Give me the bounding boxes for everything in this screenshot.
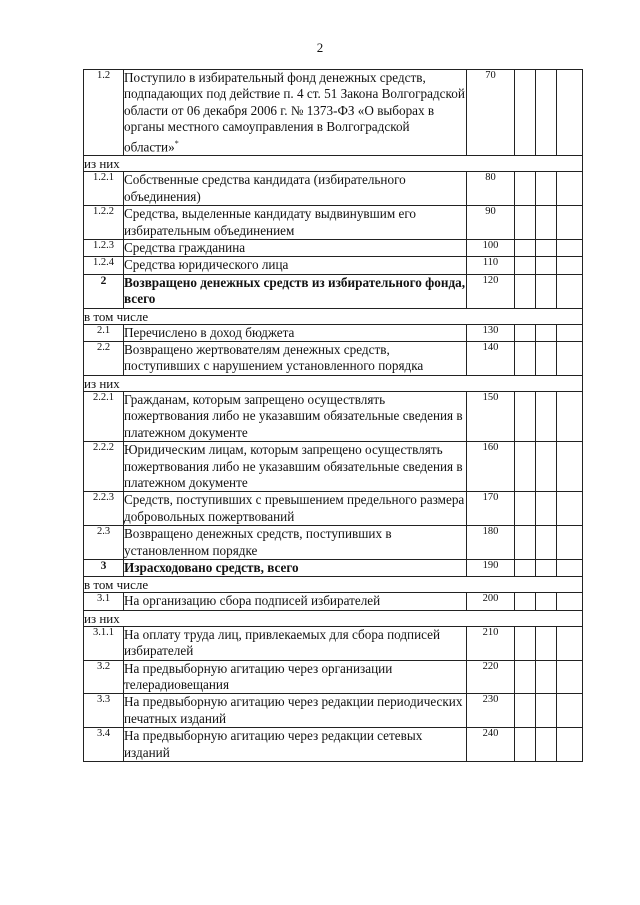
report-table — [83, 69, 583, 762]
table-row — [84, 694, 583, 728]
empty-value-cell — [515, 342, 536, 376]
line-description — [124, 442, 467, 492]
line-description — [124, 626, 467, 660]
empty-value-cell — [557, 492, 583, 526]
line-description-text: Возвращено жертвователям денежных средств, поступивших с нарушением установленного порядка — [124, 342, 424, 374]
subheading-row — [84, 156, 583, 172]
empty-value-cell — [515, 172, 536, 206]
line-description — [124, 172, 467, 206]
table-row — [84, 274, 583, 308]
empty-value-cell — [536, 728, 557, 762]
line-description-text: Средства юридического лица — [124, 257, 289, 273]
empty-value-cell — [515, 660, 536, 694]
line-number: 2.1 — [84, 324, 124, 341]
line-code: 230 — [467, 694, 515, 728]
empty-value-cell — [536, 593, 557, 610]
line-description-text: Средств, поступивших с превышением предельного размера добровольных пожертвований — [124, 492, 465, 524]
line-code: 90 — [467, 206, 515, 240]
empty-value-cell — [557, 593, 583, 610]
empty-value-cell — [536, 626, 557, 660]
empty-value-cell — [515, 391, 536, 441]
line-code: 220 — [467, 660, 515, 694]
empty-value-cell — [536, 206, 557, 240]
line-number: 1.2.3 — [84, 240, 124, 257]
empty-value-cell — [515, 559, 536, 576]
table-row — [84, 324, 583, 341]
subheading-text: из них — [84, 156, 583, 172]
empty-value-cell — [515, 257, 536, 274]
line-number: 3 — [84, 559, 124, 576]
empty-value-cell — [515, 728, 536, 762]
empty-value-cell — [515, 492, 536, 526]
line-description — [124, 694, 467, 728]
line-description-text: Средства гражданина — [124, 240, 246, 256]
subheading-row — [84, 577, 583, 593]
line-description — [124, 559, 467, 576]
empty-value-cell — [557, 442, 583, 492]
line-description — [124, 240, 467, 257]
empty-value-cell — [515, 694, 536, 728]
line-number: 3.3 — [84, 694, 124, 728]
report-table-body — [84, 70, 583, 762]
footnote-marker: * — [174, 138, 179, 148]
table-row — [84, 442, 583, 492]
table-row — [84, 172, 583, 206]
line-description — [124, 728, 467, 762]
line-description — [124, 257, 467, 274]
line-description — [124, 660, 467, 694]
empty-value-cell — [536, 257, 557, 274]
empty-value-cell — [557, 274, 583, 308]
empty-value-cell — [557, 324, 583, 341]
table-row — [84, 559, 583, 576]
empty-value-cell — [557, 70, 583, 156]
table-row — [84, 206, 583, 240]
line-description-text: Перечислено в доход бюджета — [124, 324, 295, 340]
table-row — [84, 660, 583, 694]
empty-value-cell — [515, 324, 536, 341]
line-description-text: На оплату труда лиц, привлекаемых для сбора подписей избирателей — [124, 626, 441, 659]
line-description — [124, 206, 467, 240]
line-description-text: Возвращено денежных средств из избирательного фонда, всего — [124, 274, 466, 307]
empty-value-cell — [557, 559, 583, 576]
line-description — [124, 324, 467, 341]
line-number: 1.2.2 — [84, 206, 124, 240]
empty-value-cell — [557, 660, 583, 694]
empty-value-cell — [557, 172, 583, 206]
empty-value-cell — [557, 694, 583, 728]
line-code: 130 — [467, 324, 515, 341]
line-number: 2.3 — [84, 526, 124, 560]
empty-value-cell — [536, 660, 557, 694]
table-row — [84, 728, 583, 762]
line-code: 240 — [467, 728, 515, 762]
subheading-row — [84, 375, 583, 391]
empty-value-cell — [557, 626, 583, 660]
line-code: 150 — [467, 391, 515, 441]
empty-value-cell — [536, 342, 557, 376]
line-code: 190 — [467, 559, 515, 576]
empty-value-cell — [536, 492, 557, 526]
table-row — [84, 342, 583, 376]
empty-value-cell — [536, 274, 557, 308]
line-code: 120 — [467, 274, 515, 308]
empty-value-cell — [536, 559, 557, 576]
empty-value-cell — [536, 324, 557, 341]
line-description-text: Юридическим лицам, которым запрещено осуществлять пожертвования либо не указавшим обязательные сведения в платежном документе — [124, 442, 463, 490]
page-number: 2 — [316, 40, 324, 55]
empty-value-cell — [536, 240, 557, 257]
line-number: 2.2.2 — [84, 442, 124, 492]
empty-value-cell — [557, 240, 583, 257]
subheading-row — [84, 610, 583, 626]
line-code: 170 — [467, 492, 515, 526]
line-description — [124, 391, 467, 441]
line-number: 1.2.4 — [84, 257, 124, 274]
empty-value-cell — [515, 70, 536, 156]
line-description — [124, 342, 467, 376]
empty-value-cell — [557, 342, 583, 376]
table-row — [84, 70, 583, 156]
line-number: 3.1.1 — [84, 626, 124, 660]
empty-value-cell — [557, 391, 583, 441]
table-row — [84, 240, 583, 257]
subheading-text: из них — [84, 610, 583, 626]
table-row — [84, 492, 583, 526]
line-code: 180 — [467, 526, 515, 560]
line-description-text: Средства, выделенные кандидату выдвинувшим его избирательным объединением — [124, 206, 417, 238]
line-description-text: Возвращено денежных средств, поступивших в установленном порядке — [124, 526, 392, 558]
line-description — [124, 492, 467, 526]
empty-value-cell — [536, 391, 557, 441]
line-code: 110 — [467, 257, 515, 274]
line-description-text: Израсходовано средств, всего — [124, 559, 299, 575]
line-description — [124, 593, 467, 610]
empty-value-cell — [515, 274, 536, 308]
line-number: 1.2.1 — [84, 172, 124, 206]
line-number: 3.2 — [84, 660, 124, 694]
line-number: 3.4 — [84, 728, 124, 762]
table-row — [84, 391, 583, 441]
line-code: 80 — [467, 172, 515, 206]
empty-value-cell — [557, 526, 583, 560]
line-number: 1.2 — [84, 70, 124, 156]
line-number: 2.2 — [84, 342, 124, 376]
empty-value-cell — [515, 240, 536, 257]
empty-value-cell — [515, 593, 536, 610]
line-description-text: На предвыборную агитацию через редакции периодических печатных изданий — [124, 694, 463, 726]
subheading-row — [84, 308, 583, 324]
line-description-text: Гражданам, которым запрещено осуществлять пожертвования либо не указавшим обязательные сведения в платежном документе — [124, 391, 463, 440]
line-code: 210 — [467, 626, 515, 660]
line-description — [124, 526, 467, 560]
line-description-text: Собственные средства кандидата (избирательного объединения) — [124, 172, 406, 204]
subheading-text: в том числе — [84, 577, 583, 593]
empty-value-cell — [557, 257, 583, 274]
table-row — [84, 626, 583, 660]
line-description-text: На предвыборную агитацию через редакции сетевых изданий — [124, 728, 423, 760]
line-code: 160 — [467, 442, 515, 492]
line-code: 100 — [467, 240, 515, 257]
line-number: 3.1 — [84, 593, 124, 610]
line-number: 2.2.1 — [84, 391, 124, 441]
empty-value-cell — [515, 626, 536, 660]
empty-value-cell — [536, 70, 557, 156]
line-description-text: На предвыборную агитацию через организации телерадиовещания — [124, 660, 393, 692]
line-description — [124, 274, 467, 308]
empty-value-cell — [536, 526, 557, 560]
line-description-text: На организацию сбора подписей избирателей — [124, 593, 381, 609]
empty-value-cell — [536, 694, 557, 728]
subheading-text: в том числе — [84, 308, 583, 324]
line-number: 2 — [84, 274, 124, 308]
subheading-text: из них — [84, 375, 583, 391]
empty-value-cell — [557, 206, 583, 240]
line-description-text: Поступило в избирательный фонд денежных средств, подпадающих под действие п. 4 ст. 51 Закона Волгоградской области от 06 декабря 2006 г. № 1373-ФЗ «О выборах в органы местного самоуправления в Волгоградской области» — [124, 70, 465, 155]
line-code: 70 — [467, 70, 515, 156]
line-number: 2.2.3 — [84, 492, 124, 526]
empty-value-cell — [557, 728, 583, 762]
empty-value-cell — [536, 442, 557, 492]
line-description — [124, 70, 467, 156]
empty-value-cell — [515, 526, 536, 560]
table-row — [84, 257, 583, 274]
empty-value-cell — [515, 442, 536, 492]
table-row — [84, 526, 583, 560]
empty-value-cell — [515, 206, 536, 240]
empty-value-cell — [536, 172, 557, 206]
line-code: 140 — [467, 342, 515, 376]
table-row — [84, 593, 583, 610]
line-code: 200 — [467, 593, 515, 610]
